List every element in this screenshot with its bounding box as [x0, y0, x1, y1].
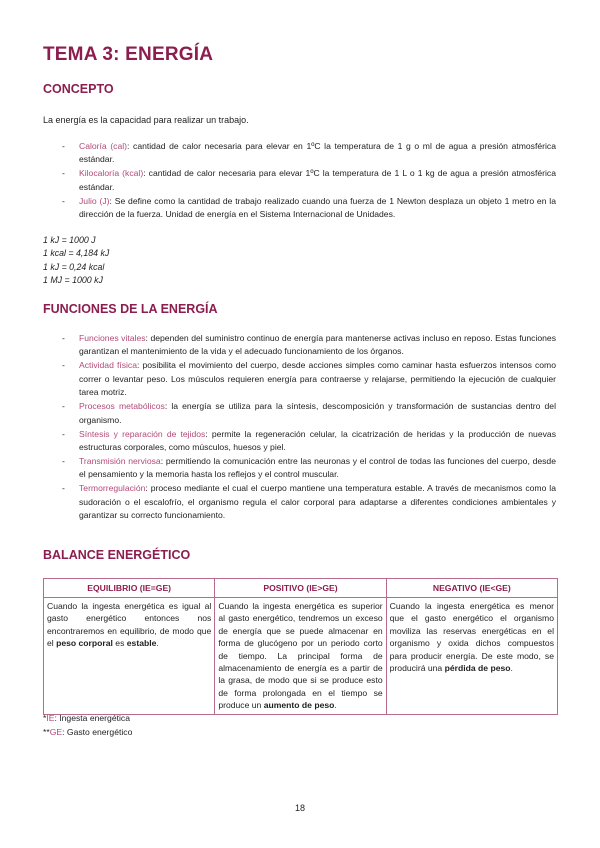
concepto-intro: La energía es la capacidad para realizar un trabajo.: [43, 115, 249, 125]
section-heading-balance: BALANCE ENERGÉTICO: [43, 548, 191, 562]
balance-table: [43, 578, 558, 715]
footnote: *IE: Ingesta energética: [43, 713, 130, 723]
definition: : permitiendo la comunicación entre las neuronas y el control de todas las funciones del cuerpo, desde el pensamiento y la memoria hasta los reflejos y el control muscular.: [79, 456, 556, 480]
footnote: **GE: Gasto energético: [43, 726, 133, 737]
term: Transmisión nerviosa: [79, 456, 161, 467]
equivalence: 1 kJ = 1000 J: [43, 235, 96, 245]
page-title: TEMA 3: ENERGÍA: [43, 44, 214, 65]
definition: : cantidad de calor necesaria para elevar en 1ºC la temperatura de 1 g o ml de agua a presión atmosférica estándar.: [79, 141, 556, 165]
term: Funciones vitales: [79, 333, 146, 343]
cell-equilibrio: Cuando la ingesta energética es igual al gasto energético entonces nos encontraremos en equilibrio, de modo que el peso corporal es estable.: [44, 598, 215, 715]
definition: : dependen del suministro continuo de energía para mantenerse activas incluso en reposo. Estas funciones garantizan el mantenimiento de la vida y el adecuado funcionamiento de los órganos.: [79, 333, 556, 357]
cell-negativo: Cuando la ingesta energética es menor que el gasto energético el organismo moviliza las reservas energéticas en el organismo y oxida dichos compuestos para producir energía. De este modo, se producirá una pérdida de peso.: [386, 598, 557, 715]
list-item: - Actividad física: posibilita el movimiento del cuerpo, desde acciones simples como caminar hasta esfuerzos intensos como correr o levantar peso. Los músculos requieren energía para contraerse y relajarse, permitiendo la ejecución de cualquier tarea motriz.: [62, 360, 556, 398]
term: Julio (J): [79, 195, 110, 206]
term: Caloría (cal): [79, 141, 128, 151]
list-item: - Julio (J): Se define como la cantidad de trabajo realizado cuando una fuerza de 1 Newton desplaza un objeto 1 metro en la dirección de la fuerza. Unidad de energía en el Sistema Internacional de Unidades.: [62, 195, 556, 220]
definition: : Se define como la cantidad de trabajo realizado cuando una fuerza de 1 Newton desplaza un objeto 1 metro en la dirección de la fuerza. Unidad de energía en el Sistema Internacional de Unidades.: [79, 195, 556, 220]
table-row: [44, 598, 558, 715]
section-heading-concepto: CONCEPTO: [43, 82, 114, 96]
equivalence: 1 kJ = 0,24 kcal: [43, 261, 105, 272]
term: Termorregulación: [79, 483, 146, 494]
list-item: - Funciones vitales: dependen del suministro continuo de energía para mantenerse activas incluso en reposo. Estas funciones garantizan el mantenimiento de la vida y el adecuado funcionamiento de los órganos.: [62, 333, 556, 357]
term: Síntesis y reparación de tejidos: [79, 428, 206, 439]
equivalence: 1 kcal = 4,184 kJ: [43, 248, 110, 259]
column-header-equilibrio: EQUILIBRIO (IE=GE): [44, 579, 215, 598]
definition: : la energía se utiliza para la síntesis, descomposición y transformación de sustancias dentro del organismo.: [79, 401, 556, 425]
column-header-positivo: POSITIVO (IE>GE): [215, 579, 386, 598]
equivalence: 1 MJ = 1000 kJ: [43, 275, 103, 286]
funciones-list: [62, 332, 556, 523]
page-number: 18: [294, 803, 305, 813]
column-header-negativo: NEGATIVO (IE<GE): [386, 579, 557, 598]
list-item: - Transmisión nerviosa: permitiendo la comunicación entre las neuronas y el control de todas las funciones del cuerpo, desde el pensamiento y la memoria hasta los reflejos y el control muscular.: [62, 456, 556, 480]
term: Kilocaloría (kcal): [79, 168, 144, 179]
list-item: - Termorregulación: proceso mediante el cual el cuerpo mantiene una temperatura estable. A través de mecanismos como la sudoración o el escalofrío, el organismo regula el calor corporal para adaptarse a diferentes condiciones ambientales y garantizar su correcto funcionamiento.: [62, 483, 556, 521]
list-item: - Caloría (cal): cantidad de calor necesaria para elevar en 1ºC la temperatura de 1 g o ml de agua a presión atmosférica estándar.: [62, 141, 556, 165]
list-item: - Síntesis y reparación de tejidos: permite la regeneración celular, la cicatrización de heridas y la producción de nuevas estructuras corporales, como músculos, huesos y piel.: [62, 428, 556, 453]
unit-equivalences: [43, 234, 109, 288]
definition: : cantidad de calor necesaria para elevar 1ºC la temperatura de 1 L o 1 kg de agua a presión atmosférica estándar.: [79, 168, 556, 192]
definition: : posibilita el movimiento del cuerpo, desde acciones simples como caminar hasta esfuerzos intensos como correr o levantar peso. Los músculos requieren energía para contraerse y relajarse, permitiendo la ejecución de cualquier tarea motriz.: [79, 360, 556, 398]
footnotes: [43, 712, 132, 739]
concepto-list: [62, 140, 556, 222]
definition: : proceso mediante el cual el cuerpo mantiene una temperatura estable. A través de mecanismos como la sudoración o el escalofrío, el organismo regula el calor corporal para adaptarse a diferentes condiciones ambientales y garantizar su correcto funcionamiento.: [79, 483, 556, 521]
section-heading-funciones: FUNCIONES DE LA ENERGÍA: [43, 302, 218, 316]
table-header-row: [44, 579, 558, 598]
cell-positivo: Cuando la ingesta energética es superior al gasto energético, tendremos un exceso de energía que se puede almacenar en forma de glucógeno por un periodo corto de tiempo. La principal forma de almacenamiento de energía es a partir de la grasa, de modo que si se produce esto de forma prolongada en el tiempo se produce un aumento de peso.: [215, 598, 386, 715]
list-item: - Kilocaloría (kcal): cantidad de calor necesaria para elevar 1ºC la temperatura de 1 L o 1 kg de agua a presión atmosférica estándar.: [62, 168, 556, 192]
term: Procesos metabólicos: [79, 401, 165, 412]
definition: : permite la regeneración celular, la cicatrización de heridas y la producción de nuevas estructuras corporales, como músculos, huesos y piel.: [79, 428, 556, 453]
list-item: - Procesos metabólicos: la energía se utiliza para la síntesis, descomposición y transformación de sustancias dentro del organismo.: [62, 401, 556, 425]
term: Actividad física: [79, 360, 138, 371]
